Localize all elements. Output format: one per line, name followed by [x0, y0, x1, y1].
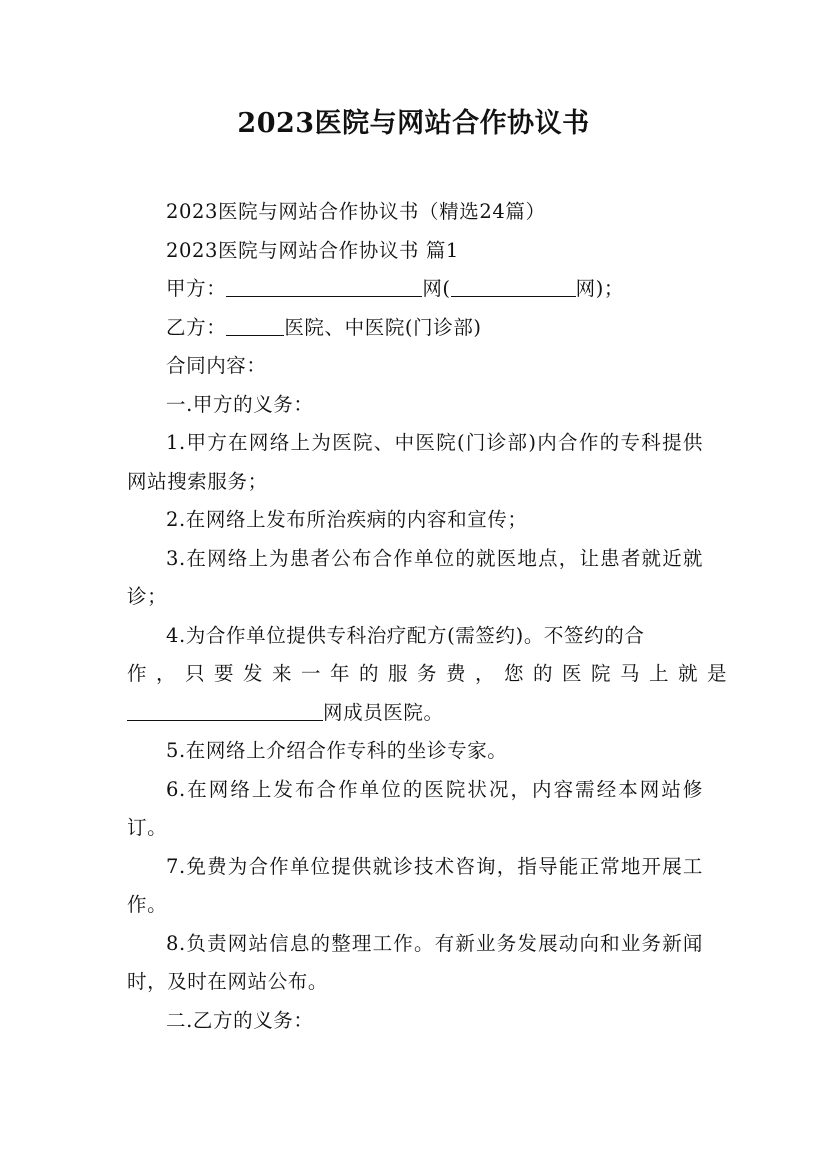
item-4-line-3-suffix: 网成员医院。 [323, 700, 444, 724]
document-title: 2023医院与网站合作协议书 [237, 108, 590, 139]
party-b-blank [226, 311, 284, 336]
item-4-line-1: 4.为合作单位提供专科治疗配方(需签约)。不签约的合 [166, 623, 645, 647]
document-body [127, 193, 737, 1040]
party-b-line [127, 309, 703, 348]
party-a-middle: 网( [422, 277, 451, 300]
section-1-heading: 一.甲方的义务： [166, 392, 314, 416]
party-a-blank-1 [226, 272, 422, 297]
member-hospital-blank [127, 696, 323, 721]
party-b-prefix: 乙方： [166, 315, 227, 339]
list-item: 7.免费为合作单位提供就诊技术咨询，指导能正常地开展工作。 [127, 854, 703, 916]
party-a-blank-2 [451, 272, 576, 297]
item-4-line-3 [127, 694, 703, 733]
list-item: 6.在网络上发布合作单位的医院状况，内容需经本网站修订。 [127, 777, 703, 839]
party-a-prefix: 甲方： [166, 277, 227, 300]
party-b-suffix: 医院、中医院(门诊部) [284, 315, 482, 339]
section-2-heading: 二.乙方的义务： [166, 1008, 314, 1032]
list-item: 1.甲方在网络上为医院、中医院(门诊部)内合作的专科提供网站搜索服务； [127, 431, 703, 493]
list-item: 8.负责网站信息的整理工作。有新业务发展动向和业务新闻时，及时在网站公布。 [127, 931, 703, 993]
contract-content-heading: 合同内容： [166, 354, 267, 377]
party-a-line [127, 270, 703, 309]
subtitle-paragraph: 2023医院与网站合作协议书（精选24篇） [166, 200, 546, 223]
item-4-line-2: 作，只要发来一年的服务费，您的医院马上就是 [127, 662, 737, 685]
list-item: 3.在网络上为患者公布合作单位的就医地点，让患者就近就诊； [127, 546, 703, 608]
list-item: 2.在网络上发布所治疾病的内容和宣传； [166, 508, 528, 531]
item-4-paragraph [127, 617, 737, 733]
party-a-suffix: 网)； [575, 277, 625, 300]
list-item: 5.在网络上介绍合作专科的坐诊专家。 [166, 739, 508, 762]
article-heading: 2023医院与网站合作协议书 篇1 [166, 238, 459, 262]
